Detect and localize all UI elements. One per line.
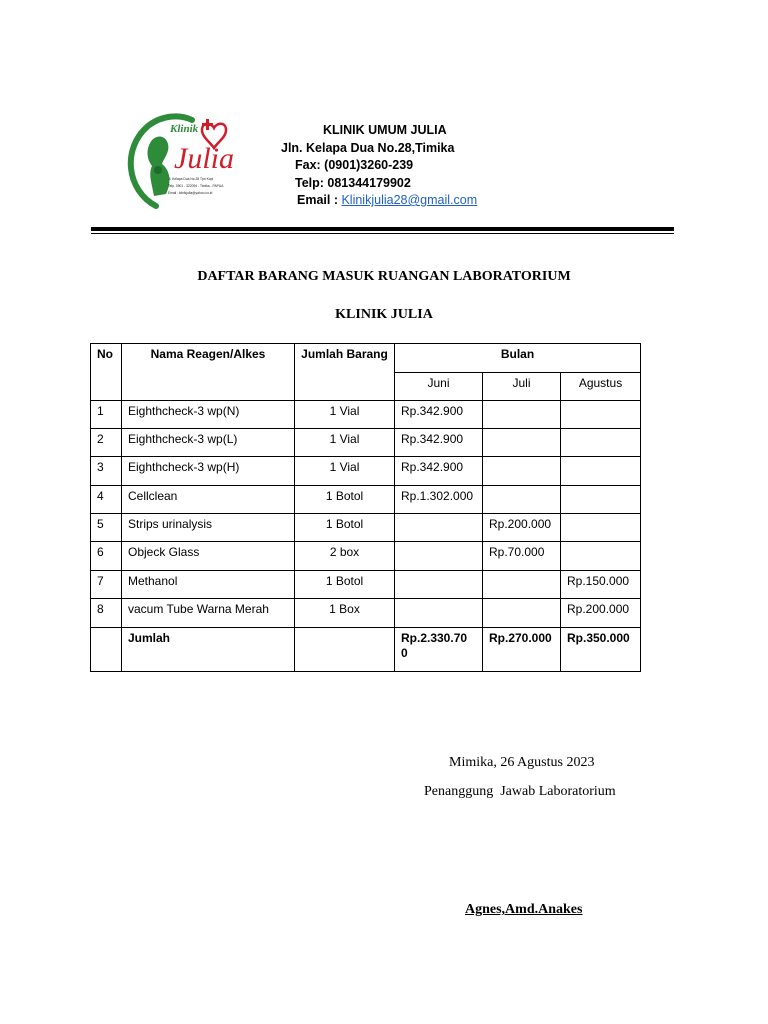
cell-no: 8 <box>91 599 122 628</box>
cell-juni <box>395 542 483 571</box>
table-row <box>91 514 641 542</box>
total-juli: Rp.270.000 <box>483 628 561 672</box>
cell-name: Methanol <box>122 571 295 599</box>
cell-juli <box>483 571 561 599</box>
cell-qty: 1 Vial <box>295 457 395 486</box>
total-agustus: Rp.350.000 <box>561 628 641 672</box>
cell-no: 2 <box>91 429 122 457</box>
clinic-fax: Fax: (0901)3260-239 <box>295 158 414 172</box>
cell-no: 1 <box>91 401 122 429</box>
clinic-email-line <box>297 192 477 210</box>
cell-juni: Rp.342.900 <box>395 401 483 429</box>
cell-no: 3 <box>91 457 122 486</box>
cell-juni: Rp.342.900 <box>395 429 483 457</box>
signature-name: Agnes,Amd.Anakes <box>465 902 583 917</box>
email-link[interactable]: Klinikjulia28@gmail.com <box>341 193 478 207</box>
clinic-address: Jln. Kelapa Dua No.28,Timika <box>281 141 455 155</box>
cell-juli: Rp.70.000 <box>483 542 561 571</box>
cell-agustus <box>561 429 641 457</box>
header-no: No <box>91 344 122 401</box>
cell-juni: Rp.1.302.000 <box>395 486 483 514</box>
table-row <box>91 486 641 514</box>
header-qty: Jumlah Barang <box>295 344 395 401</box>
cell-qty: 1 Vial <box>295 429 395 457</box>
cell-qty: 1 Botol <box>295 486 395 514</box>
table-row <box>91 401 641 429</box>
clinic-phone: Telp: 081344179902 <box>295 176 411 190</box>
header-divider-thin <box>91 233 674 234</box>
logo-line-3: Email : klinikjulia@yahoo.co.id <box>168 191 213 195</box>
cell-juli <box>483 429 561 457</box>
cell-agustus: Rp.150.000 <box>561 571 641 599</box>
total-juni-line2: 0 <box>401 646 408 660</box>
cell-juni <box>395 514 483 542</box>
table-row <box>91 599 641 628</box>
cell-name: Eighthcheck-3 wp(H) <box>122 457 295 486</box>
cross-icon <box>202 119 213 130</box>
cell-agustus <box>561 401 641 429</box>
signature-role: Penanggung Jawab Laboratorium <box>424 784 616 799</box>
logo-line-2: Telp. 0901 - 322094 - Timika - PAPUA <box>168 184 224 188</box>
header-divider-thick <box>91 227 674 231</box>
cell-agustus <box>561 514 641 542</box>
cell-agustus <box>561 457 641 486</box>
total-juni <box>395 628 483 672</box>
total-label: Jumlah <box>122 628 295 672</box>
logo-brand-small: Klinik <box>170 123 199 135</box>
cell-juni <box>395 571 483 599</box>
table-row <box>91 429 641 457</box>
header-month-group: Bulan <box>395 344 641 373</box>
cell-qty: 1 Botol <box>295 514 395 542</box>
cell-juli: Rp.200.000 <box>483 514 561 542</box>
document-subtitle: KLINIK JULIA <box>335 307 433 322</box>
cell-juni: Rp.342.900 <box>395 457 483 486</box>
cell-juli <box>483 599 561 628</box>
total-juni-line1: Rp.2.330.70 <box>401 631 468 645</box>
email-label: Email : <box>297 193 342 207</box>
cell-no: 5 <box>91 514 122 542</box>
cell-qty: 1 Box <box>295 599 395 628</box>
cell-qty: 2 box <box>295 542 395 571</box>
header-month-agustus: Agustus <box>561 373 641 401</box>
cell-name: Eighthcheck-3 wp(L) <box>122 429 295 457</box>
cell-juni <box>395 599 483 628</box>
signature-place-date: Mimika, 26 Agustus 2023 <box>449 755 595 770</box>
header-month-juli: Juli <box>483 373 561 401</box>
header-name: Nama Reagen/Alkes <box>122 344 295 401</box>
cell-no <box>91 628 122 672</box>
clinic-name: KLINIK UMUM JULIA <box>323 123 447 137</box>
cell-qty: 1 Botol <box>295 571 395 599</box>
cell-agustus <box>561 542 641 571</box>
table-row <box>91 571 641 599</box>
total-row <box>91 628 641 672</box>
cell-name: Strips urinalysis <box>122 514 295 542</box>
cell-juli <box>483 401 561 429</box>
cell-juli <box>483 457 561 486</box>
cell-no: 7 <box>91 571 122 599</box>
cell-no: 4 <box>91 486 122 514</box>
cell-name: Eighthcheck-3 wp(N) <box>122 401 295 429</box>
clinic-logo <box>118 110 236 212</box>
header-month-juni: Juni <box>395 373 483 401</box>
table-row <box>91 542 641 571</box>
logo-line-1: Jl. Kelapa Dua No.28 Tpn Kopi <box>168 177 214 181</box>
cell-name: vacum Tube Warna Merah <box>122 599 295 628</box>
document-title: DAFTAR BARANG MASUK RUANGAN LABORATORIUM <box>197 269 571 284</box>
cell-name: Objeck Glass <box>122 542 295 571</box>
cell-name: Cellclean <box>122 486 295 514</box>
cell-juli <box>483 486 561 514</box>
logo-brand-big: Julia <box>174 142 234 175</box>
cell-no: 6 <box>91 542 122 571</box>
table-row <box>91 457 641 486</box>
cell-qty <box>295 628 395 672</box>
cell-agustus: Rp.200.000 <box>561 599 641 628</box>
inventory-table <box>90 343 641 672</box>
cell-agustus <box>561 486 641 514</box>
cell-qty: 1 Vial <box>295 401 395 429</box>
